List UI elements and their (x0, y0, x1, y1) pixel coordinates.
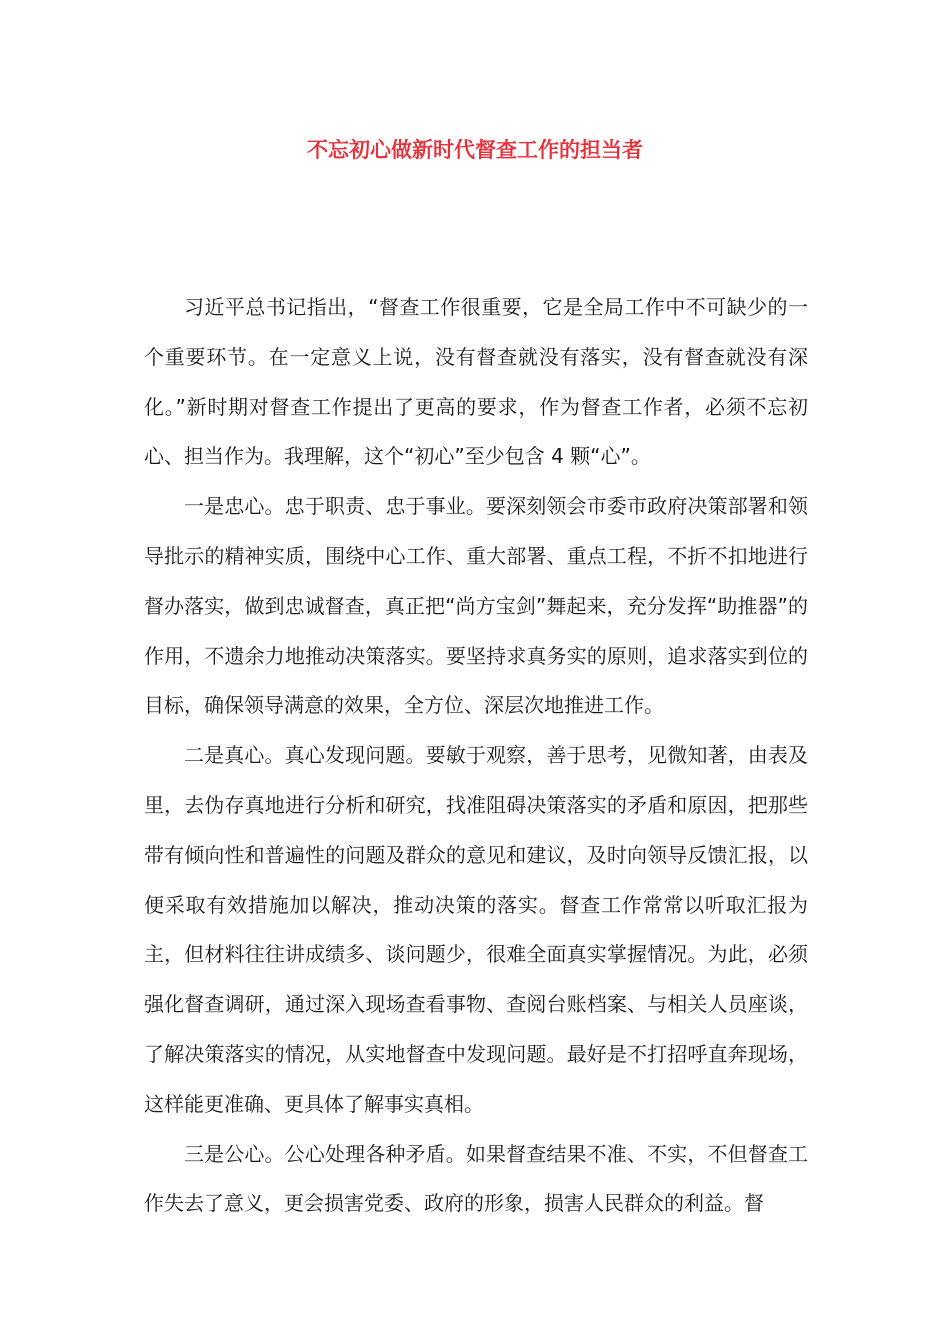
document-body (144, 283, 808, 1229)
paragraph-sincerity: 二是真心。真心发现问题。要敏于观察，善于思考，见微知著，由表及里，去伪存真地进行分析和研究，找准阻碍决策落实的矛盾和原因，把那些带有倾向性和普遍性的问题及群众的意见和建议，及时向领导反馈汇报，以便采取有效措施加以解决，推动决策的落实。督查工作常常以听取汇报为主，但材料往往讲成绩多、谈问题少，很难全面真实掌握情况。为此，必须强化督查调研，通过深入现场查看事物、查阅台账档案、与相关人员座谈，了解决策落实的情况，从实地督查中发现问题。最好是不打招呼直奔现场，这样能更准确、更具体了解事实真相。 (144, 743, 808, 1116)
paragraph-loyalty: 一是忠心。忠于职责、忠于事业。要深刻领会市委市政府决策部署和领导批示的精神实质，围绕中心工作、重大部署、重点工程，不折不扣地进行督办落实，做到忠诚督查，真正把“尚方宝剑”舞起来，充分发挥“助推器”的作用，不遗余力地推动决策落实。要坚持求真务实的原则，追求落实到位的目标，确保领导满意的效果，全方位、深层次地推进工作。 (144, 494, 808, 718)
paragraph-impartiality: 三是公心。公心处理各种矛盾。如果督查结果不准、不实，不但督查工作失去了意义，更会损害党委、政府的形象，损害人民群众的利益。督 (144, 1141, 808, 1216)
paragraph-intro: 习近平总书记指出，“督查工作很重要，它是全局工作中不可缺少的一个重要环节。在一定意义上说，没有督查就没有落实，没有督查就没有深化。”新时期对督查工作提出了更高的要求，作为督查工作者，必须不忘初心、担当作为。我理解，这个“初心”至少包含 4 颗“心”。 (144, 295, 808, 469)
document-title: 不忘初心做新时代督查工作的担当者 (307, 138, 643, 162)
